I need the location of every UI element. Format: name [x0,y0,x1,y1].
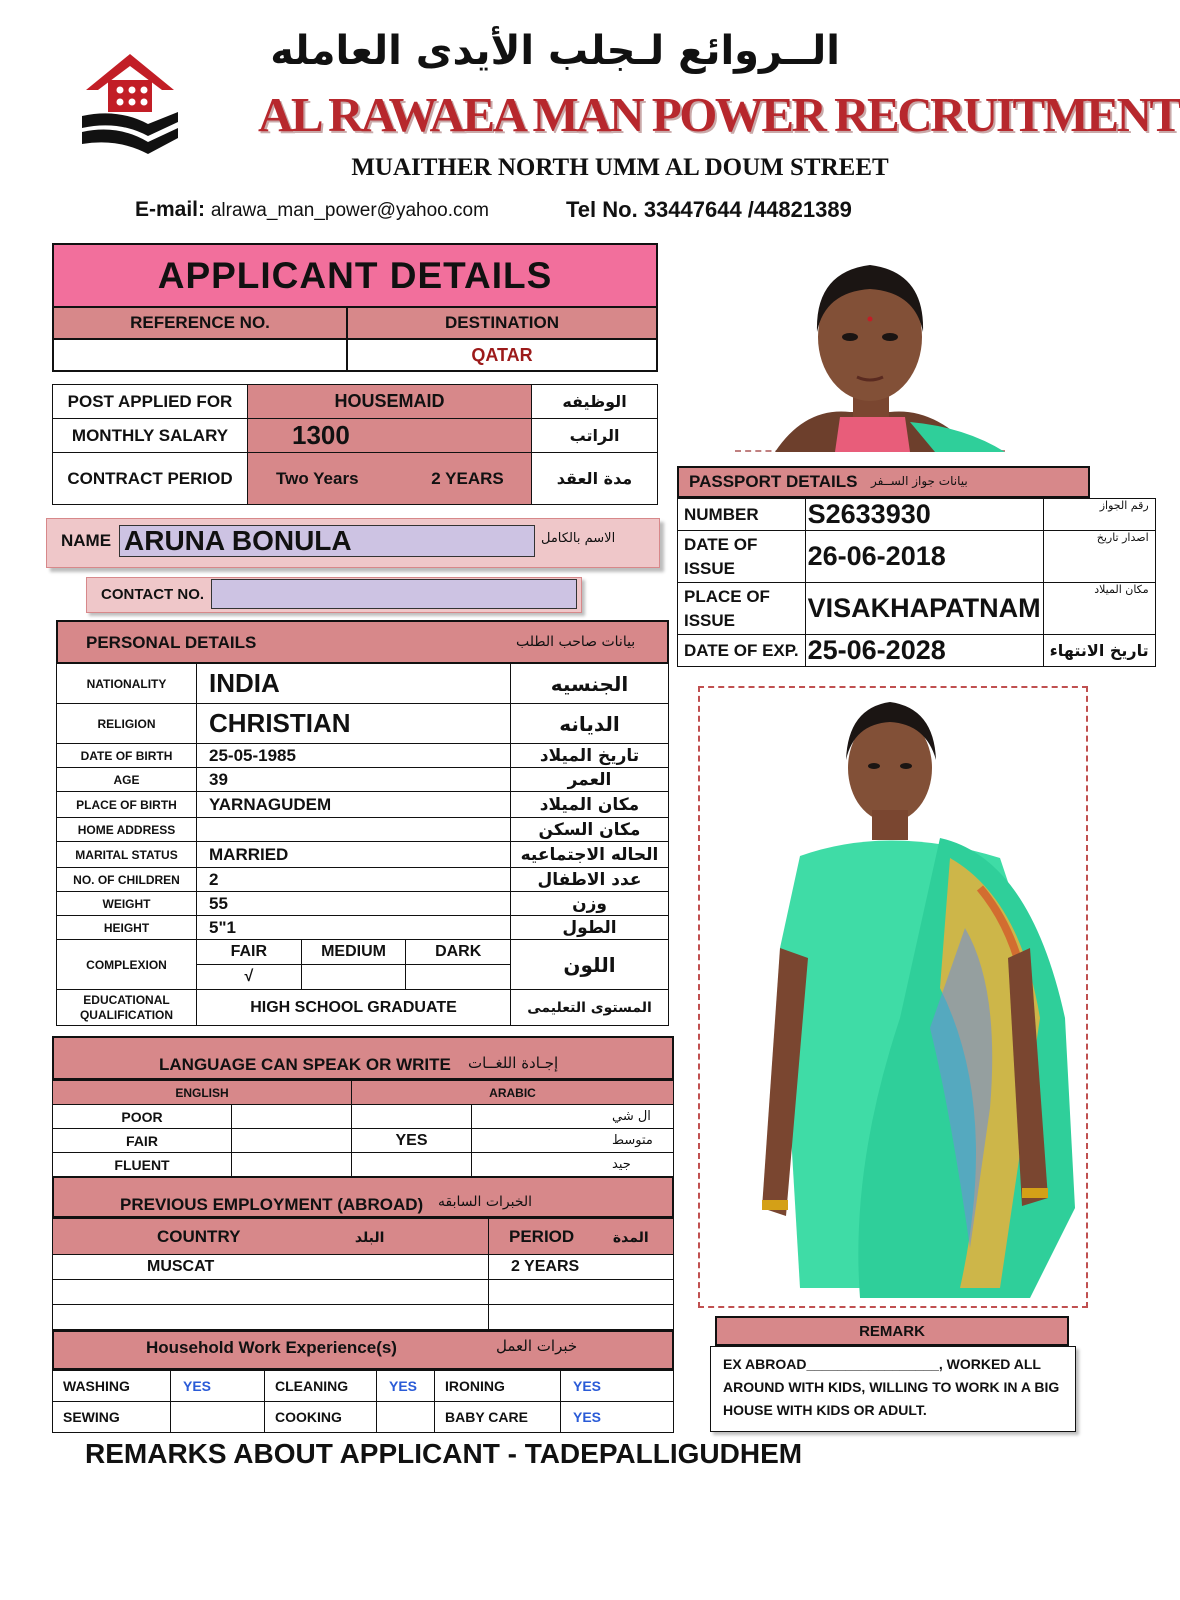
personal-row [57,664,669,704]
household-task: COOKING [265,1402,377,1433]
passport-title-ar: بيانات جواز الســفر [871,474,968,488]
household-task-value: YES [561,1371,674,1402]
name-bar [46,518,660,568]
employment-table [52,1218,674,1330]
personal-label: PLACE OF BIRTH [57,792,197,818]
education-ar: المستوى التعليمى [511,990,669,1026]
personal-value: 39 [197,768,511,792]
personal-value: INDIA [197,664,511,704]
language-title: LANGUAGE CAN SPEAK OR WRITE [159,1055,451,1074]
expiry-ar: تاريخ الانتهاء [1043,635,1155,667]
personal-row [57,892,669,916]
language-level-ar: متوسط [472,1129,674,1153]
education-value: HIGH SCHOOL GRADUATE [197,990,511,1026]
personal-label: AGE [57,768,197,792]
personal-row [57,792,669,818]
personal-value [197,818,511,842]
destination-label: DESTINATION [346,308,658,340]
language-level: FAIR [53,1129,232,1153]
personal-label: DATE OF BIRTH [57,744,197,768]
personal-label-ar: الجنسيه [511,664,669,704]
english-header: ENGLISH [53,1081,352,1105]
personal-label-ar: الحاله الاجتماعيه [511,842,669,868]
household-row [53,1402,674,1433]
personal-label-ar: عدد الاطفال [511,868,669,892]
complexion-option: FAIR [197,940,302,964]
country-label-ar: البلد [354,1229,385,1246]
contract-value [248,453,532,505]
arabic-value [352,1153,472,1177]
expiry-date: 25-06-2028 [805,635,1043,667]
personal-label-ar: مكان الميلاد [511,792,669,818]
complexion-mark: √ [197,965,302,989]
language-level: POOR [53,1105,232,1129]
language-row [53,1153,674,1177]
destination-value: QATAR [346,338,658,372]
reference-value [52,338,348,372]
personal-row [57,842,669,868]
employment-row [53,1305,674,1330]
household-task-value [171,1402,265,1433]
personal-label: HEIGHT [57,916,197,940]
personal-value: 55 [197,892,511,916]
personal-row [57,704,669,744]
household-task-value [377,1402,435,1433]
english-value [232,1129,352,1153]
passport-number-label: NUMBER [678,499,806,531]
employment-row [53,1255,674,1280]
contact-label: CONTACT NO. [101,586,205,603]
email-value: alrawa_man_power@yahoo.com [210,200,489,221]
personal-label-ar: الديانه [511,704,669,744]
complexion-option: MEDIUM [302,940,407,964]
household-task: BABY CARE [435,1402,561,1433]
contact-bar [86,577,582,613]
applicant-details-title: APPLICANT DETAILS [52,243,658,308]
personal-label-ar: تاريخ الميلاد [511,744,669,768]
post-value: HOUSEMAID [248,385,532,419]
household-row [53,1371,674,1402]
personal-table [56,663,669,1026]
contract-ar: مدة العقد [532,453,658,505]
personal-value: YARNAGUDEM [197,792,511,818]
period-label: PERIOD [509,1226,575,1246]
name-label: NAME [61,531,112,550]
personal-label: RELIGION [57,704,197,744]
telephone: Tel No. 33447644 /44821389 [566,197,852,222]
personal-title: PERSONAL DETAILS [86,633,257,652]
contract-text: Two Years [276,468,359,488]
place-of-issue-ar: مكان الميلاد [1043,583,1155,635]
place-of-issue-label: PLACE OF ISSUE [678,583,806,635]
employment-title: PREVIOUS EMPLOYMENT (ABROAD) [120,1195,424,1214]
passport-table [677,498,1156,667]
employment-country [53,1280,489,1305]
personal-label: MARITAL STATUS [57,842,197,868]
household-task-value: YES [561,1402,674,1433]
personal-row [57,916,669,940]
passport-header [677,466,1090,498]
household-task: SEWING [53,1402,171,1433]
company-logo [78,50,184,162]
complexion-mark [302,965,407,989]
household-task-value: YES [171,1371,265,1402]
employment-period [489,1280,674,1305]
headshot-photo [735,237,1005,452]
job-table [52,384,658,505]
language-table [52,1080,674,1177]
personal-row [57,818,669,842]
household-table [52,1370,674,1433]
arabic-company-title: الــروائع لـجلب الأيدى العامله [270,28,840,74]
issue-date-label: DATE OF ISSUE [678,531,806,583]
personal-label-ar: العمر [511,768,669,792]
passport-number: S2633930 [805,499,1043,531]
email-line [135,198,489,222]
personal-value: CHRISTIAN [197,704,511,744]
household-task: CLEANING [265,1371,377,1402]
issue-date: 26-06-2018 [805,531,1043,583]
personal-label-ar: وزن [511,892,669,916]
complexion-option: DARK [435,943,482,960]
employment-period [489,1305,674,1330]
remark-text: EX ABROAD_________________, WORKED ALL AROUND WITH KIDS, WILLING TO WORK IN A BIG HOUSE WITH KIDS OR ADULT. [723,1356,1060,1418]
contact-field [211,579,577,609]
household-title-ar: خبرات العمل [496,1337,578,1355]
personal-label-ar: الطول [511,916,669,940]
household-task-value: YES [377,1371,435,1402]
complexion-row [57,940,669,965]
employment-title-ar: الخبرات السابقه [438,1194,533,1210]
language-level-ar: ال شي [472,1105,674,1129]
place-of-issue: VISAKHAPATNAM [805,583,1043,635]
salary-ar: الراتب [532,419,658,453]
salary-label: MONTHLY SALARY [53,419,248,453]
personal-label: WEIGHT [57,892,197,916]
personal-row [57,744,669,768]
complexion-options [197,940,511,965]
household-header [52,1330,674,1370]
name-field: ARUNA BONULA [119,525,535,557]
personal-value: 25-05-1985 [197,744,511,768]
household-task: WASHING [53,1371,171,1402]
language-title-ar: إجـادة اللغــات [468,1054,559,1072]
personal-value: 2 [197,868,511,892]
company-name: AL RAWAEA MAN POWER RECRUITMENT [258,87,1180,142]
personal-label-ar: مكان السكن [511,818,669,842]
personal-label: NATIONALITY [57,664,197,704]
issue-date-ar: اصدار تاريخ [1043,531,1155,583]
personal-header [56,620,669,664]
email-label: E-mail: [135,198,206,221]
contract-years: 2 YEARS [431,468,504,488]
complexion-marks [197,965,511,990]
personal-row [57,768,669,792]
complexion-mark [406,965,510,989]
contract-label: CONTRACT PERIOD [53,453,248,505]
education-label: EDUCATIONAL QUALIFICATION [57,990,197,1026]
personal-value: 5"1 [197,916,511,940]
expiry-label: DATE OF EXP. [678,635,806,667]
name-label-ar: الاسم بالكامل [541,531,616,546]
arabic-header: ARABIC [352,1081,674,1105]
full-length-photo [698,686,1088,1308]
language-row [53,1129,674,1153]
salary-value: 1300 [248,419,532,453]
language-header [52,1036,674,1080]
country-label: COUNTRY [157,1226,241,1246]
arabic-value: YES [352,1129,472,1153]
education-row [57,990,669,1026]
personal-value: MARRIED [197,842,511,868]
remark-box [710,1346,1076,1432]
personal-row [57,868,669,892]
remark-title: REMARK [715,1316,1069,1346]
arabic-value [352,1105,472,1129]
company-address: MUAITHER NORTH UMM AL DOUM STREET [351,154,889,181]
language-level: FLUENT [53,1153,232,1177]
language-level-ar: جيد [472,1153,674,1177]
complexion-label: COMPLEXION [57,940,197,990]
passport-number-ar: رقم الجواز [1043,499,1155,531]
language-row [53,1105,674,1129]
footer-remarks: REMARKS ABOUT APPLICANT - TADEPALLIGUDHEM [85,1438,803,1469]
employment-country [53,1305,489,1330]
personal-label: HOME ADDRESS [57,818,197,842]
reference-label: REFERENCE NO. [52,308,348,340]
post-label: POST APPLIED FOR [53,385,248,419]
period-header [489,1219,674,1255]
household-task: IRONING [435,1371,561,1402]
complexion-ar: اللون [511,940,669,990]
personal-label: NO. OF CHILDREN [57,868,197,892]
personal-title-ar: بيانات صاحب الطلب [516,634,636,650]
country-header [53,1219,489,1255]
employment-header [52,1176,674,1218]
english-value [232,1105,352,1129]
employment-period: 2 YEARS [489,1255,674,1280]
employment-row [53,1280,674,1305]
post-ar: الوظيفه [532,385,658,419]
period-label-ar: المدة [612,1229,649,1246]
employment-country: MUSCAT [53,1255,489,1280]
household-title: Household Work Experience(s) [146,1338,397,1357]
english-value [232,1153,352,1177]
passport-title: PASSPORT DETAILS [689,472,858,491]
